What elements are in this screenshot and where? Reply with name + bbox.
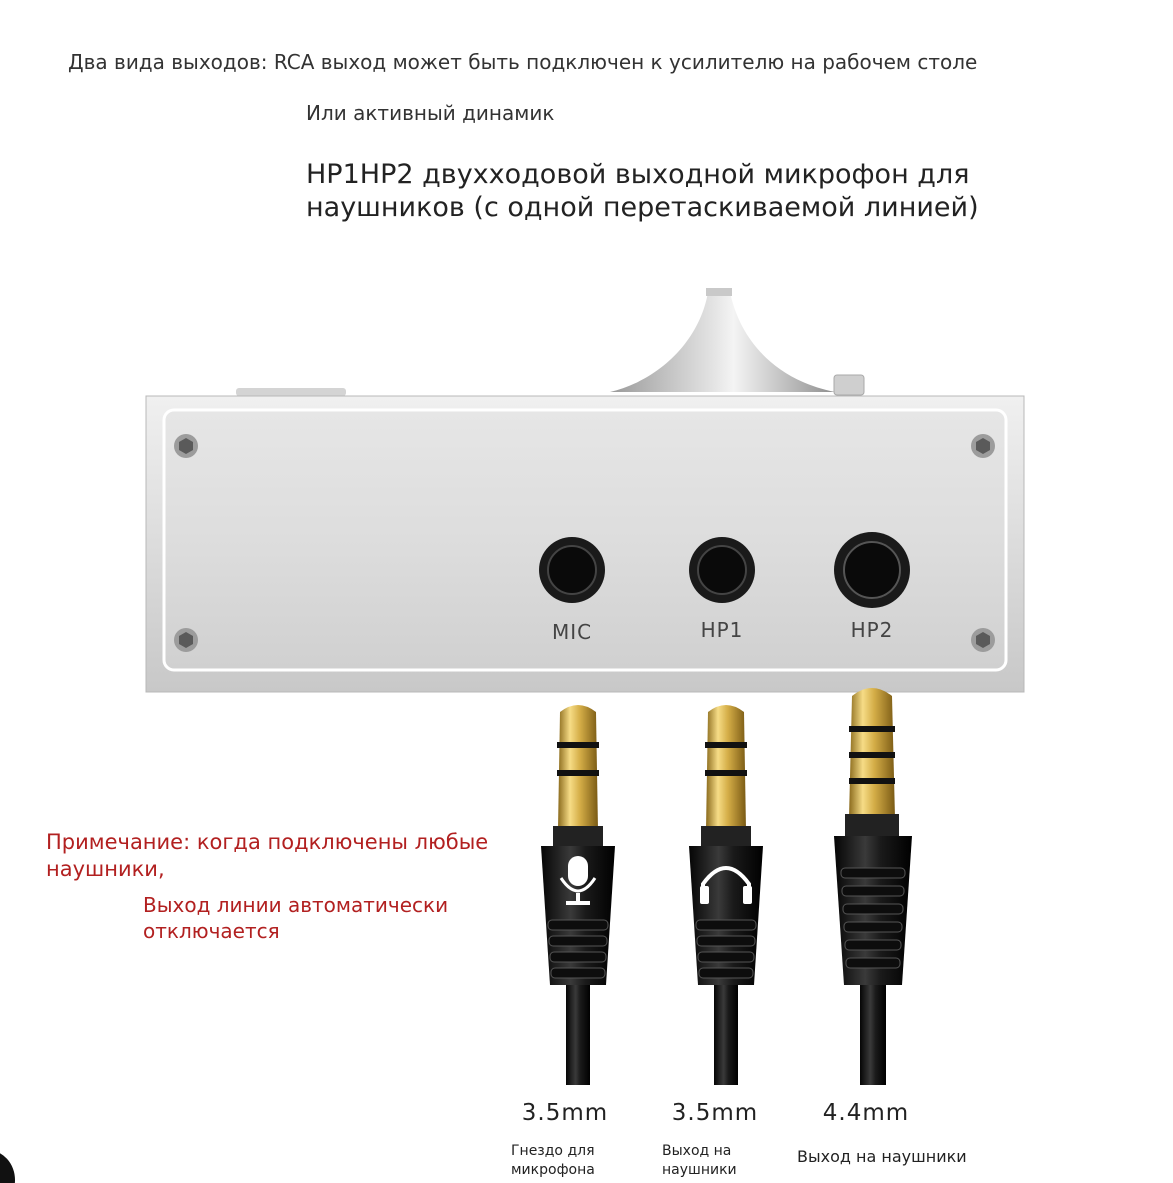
top-slot: [236, 388, 346, 396]
connector-size-hp1: 3.5mm: [671, 1100, 759, 1126]
connector-size-mic: 3.5mm: [521, 1100, 609, 1126]
connector-caption-mic: Гнездо для микрофона: [511, 1143, 595, 1178]
screw-icon: [174, 434, 198, 458]
screw-icon: [971, 628, 995, 652]
note-body: Выход линии автоматически отключается: [143, 893, 449, 943]
screw-icon: [174, 628, 198, 652]
hp1-plug: [689, 705, 763, 1085]
port-label-mic: MIC: [551, 620, 593, 644]
hp1-jack: [689, 537, 755, 603]
connector-size-hp2: 4.4mm: [822, 1100, 910, 1126]
intro-text-line1: Два вида выходов: RCA выход может быть подключен к усилителю на рабочем столе: [68, 50, 978, 74]
port-label-hp1: HP1: [700, 618, 744, 642]
headline-text: HP1HP2 двухходовой выходной микрофон для наушников (с одной перетаскиваемой линией): [306, 159, 979, 223]
connector-caption-hp1: Выход на наушники: [662, 1143, 737, 1178]
port-label-hp2: HP2: [850, 618, 894, 642]
connector-caption-hp2: Выход на наушники: [797, 1147, 967, 1166]
volume-knob: [610, 288, 835, 392]
toggle-switch: [834, 375, 864, 395]
screw-icon: [971, 434, 995, 458]
mic-plug: [541, 705, 615, 1085]
note-title: Примечание: когда подключены любые наушники,: [46, 830, 489, 881]
hp2-jack: [834, 532, 910, 608]
mic-jack: [539, 537, 605, 603]
hp2-plug: [834, 688, 912, 1085]
intro-text-line2: Или активный динамик: [306, 101, 555, 125]
